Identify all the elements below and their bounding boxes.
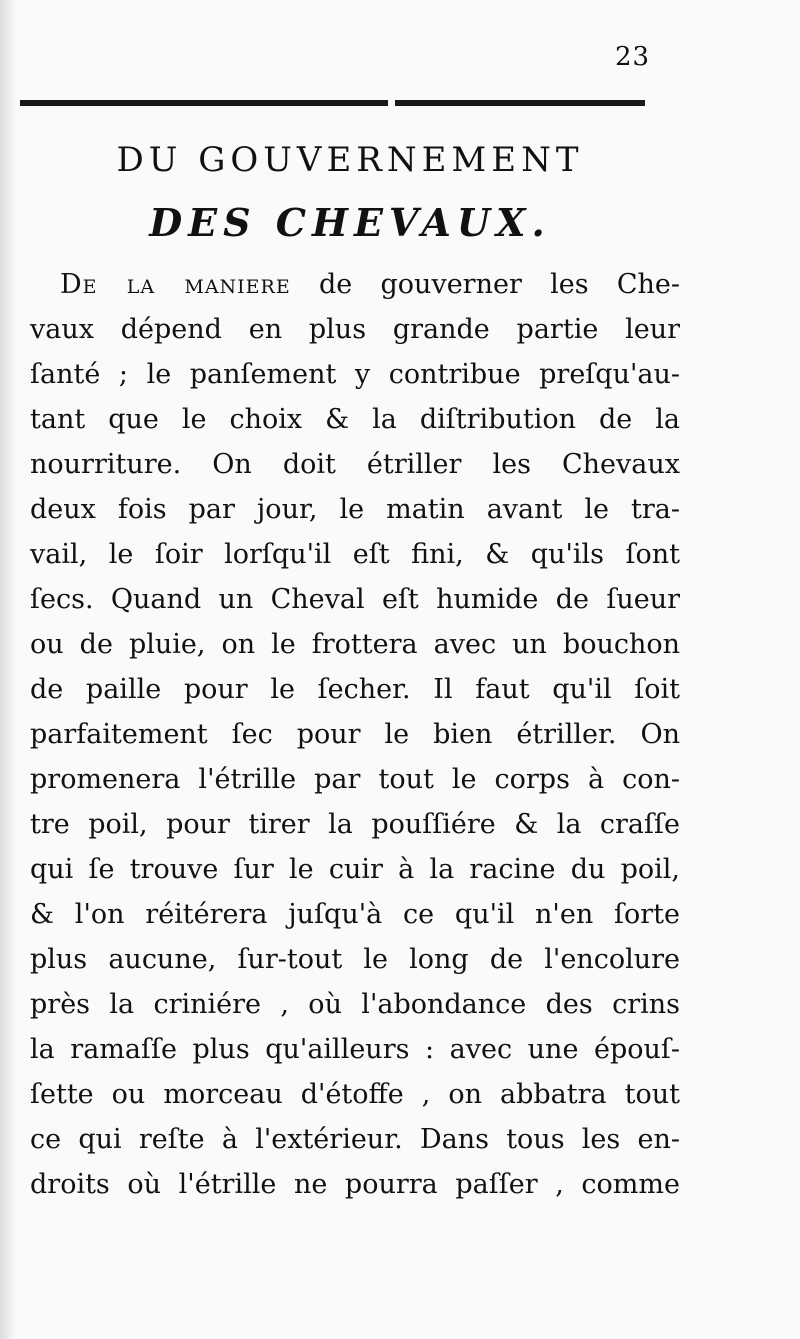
text-line: tre poil, pour tirer la pouſſiére & la craſſe — [30, 809, 680, 840]
chapter-title-line-1: DU GOUVERNEMENT — [116, 140, 584, 180]
lead-smallcaps: De la maniere — [60, 269, 291, 300]
text-line: ce qui reſte à l'extérieur. Dans tous les en- — [30, 1124, 680, 1155]
text-line: parfaitement ſec pour le bien étriller. On — [30, 719, 680, 750]
text-line: vaux dépend en plus grande partie leur — [30, 314, 680, 345]
text-line: ſecs. Quand un Cheval eſt humide de ſueur — [30, 584, 680, 615]
header-rule-left — [20, 100, 388, 106]
text-line: ſette ou morceau d'étoffe , on abbatra tout — [30, 1079, 680, 1110]
text-line: & l'on réitérera juſqu'à ce qu'il n'en ſorte — [30, 899, 680, 930]
body-text — [30, 262, 680, 1207]
text-line: plus aucune, ſur-tout le long de l'encolure — [30, 944, 680, 975]
page-number: 23 — [615, 42, 651, 72]
text-line: ou de pluie, on le frottera avec un bouchon — [30, 629, 680, 660]
text-line: la ramaſſe plus qu'ailleurs : avec une épouſ- — [30, 1034, 680, 1065]
chapter-title-line-2: DES CHEVAUX. — [149, 200, 551, 245]
text-line: deux fois par jour, le matin avant le tra- — [30, 494, 680, 525]
header-rule-right — [395, 100, 645, 106]
text-line: de paille pour le ſecher. Il faut qu'il ſoit — [30, 674, 680, 705]
text-line: tant que le choix & la diſtribution de la — [30, 404, 680, 435]
text-line: droits où l'étrille ne pourra paſſer , comme — [30, 1169, 680, 1200]
text-line: ſanté ; le panſement y contribue preſqu'au- — [30, 359, 680, 390]
text-line: vail, le ſoir lorſqu'il eſt fini, & qu'ils ſont — [30, 539, 680, 570]
text-line: promenera l'étrille par tout le corps à con- — [30, 764, 680, 795]
text-line: nourriture. On doit étriller les Chevaux — [30, 449, 680, 480]
text-line-content: de gouverner les Che- — [290, 269, 680, 300]
text-line — [30, 262, 680, 307]
text-line: qui ſe trouve ſur le cuir à la racine du poil, — [30, 854, 680, 885]
text-line: près la criniére , où l'abondance des crins — [30, 989, 680, 1020]
